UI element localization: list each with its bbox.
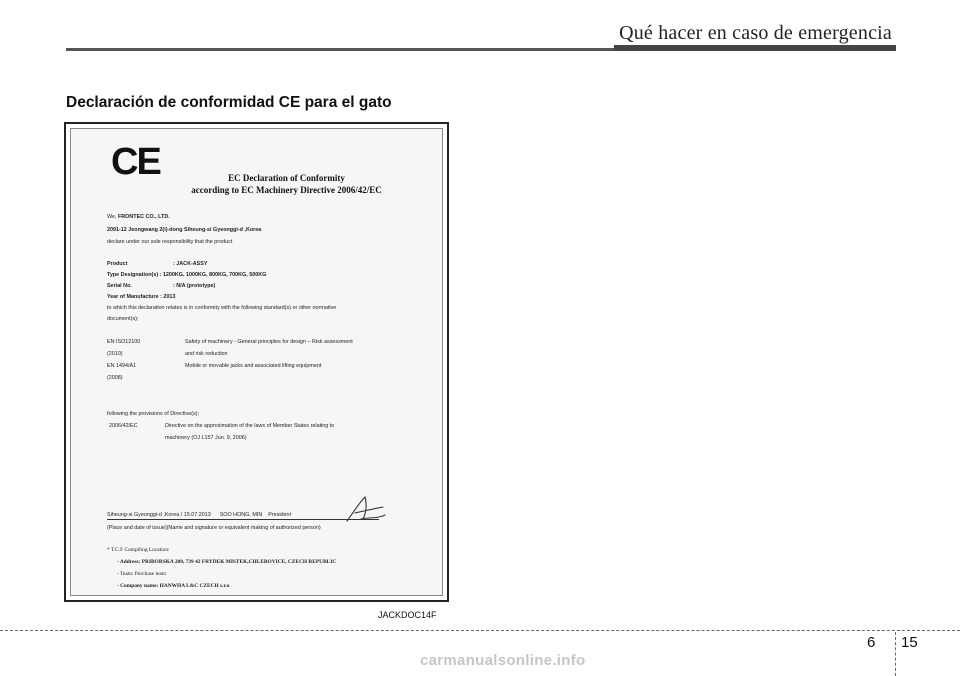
sign-place: Siheung-si Gyeonggi-d ,Korea / 15.07.2013	[107, 512, 211, 518]
declare-line: declare under our sole responsibility that the product	[107, 239, 233, 245]
directive-code: 2006/42/EC	[109, 423, 138, 429]
ce-mark: CE	[111, 141, 160, 183]
header-title: Qué hacer en caso de emergencia	[619, 22, 892, 44]
year-label: Year of Manufacture :	[107, 294, 162, 300]
standard-code: (2010)	[107, 351, 123, 357]
declaration-image	[64, 122, 449, 602]
declaration-title-line1: EC Declaration of Conformity	[228, 173, 345, 183]
declaration-title-line2: according to EC Machinery Directive 2006/42/EC	[191, 185, 382, 195]
directive-line1: Directive on the approximation of the laws of Member States relating to	[165, 423, 335, 429]
year-value: 2013	[163, 294, 176, 300]
manufacturer-line	[107, 214, 170, 221]
declaration-title	[71, 172, 442, 196]
standard-desc: and risk reduction	[185, 351, 228, 357]
serial-label: Serial No.	[107, 283, 132, 289]
tcf-title: * T.C.F Compiling Location:	[107, 547, 170, 553]
tcf-company: - Company name: HANWHA L&C CZECH s.r.o	[117, 583, 230, 589]
watermark: carmanualsonline.info	[420, 652, 586, 669]
sign-name: SOO HONG, MIN	[219, 512, 263, 518]
footer-rule	[0, 630, 960, 631]
product-value: : JACK-ASSY	[173, 261, 208, 267]
provisions-line: following the provisions of Directive(s);	[107, 411, 199, 417]
type-value: 1200KG, 1000KG, 800KG, 700KG, 500KG	[162, 272, 267, 278]
signature-details	[107, 512, 291, 519]
we-prefix: We,	[107, 214, 117, 220]
standard-desc: Safety of machinery - General principles for design – Risk assessment	[185, 339, 353, 345]
tcf-team: - Team: Purchase team	[117, 571, 167, 577]
year-line	[107, 294, 175, 301]
directive-line2: machinery (OJ L157 Jun. 9, 2006)	[165, 435, 247, 441]
conformity-line2: document(s);	[107, 316, 139, 322]
standard-desc: Mobile or movable jacks and associated lifting equipment	[185, 363, 322, 369]
serial-value: : N/A (prototype)	[173, 283, 216, 289]
tcf-address: - Address: PRIBORSKA 280, 739 42 FRYDEK MISTEK,CHLEBOVICE, CZECH REPUBLIC	[117, 559, 337, 565]
declaration-sheet	[70, 128, 443, 596]
signature-caption: (Place and date of issue)(Name and signature or equivalent making of authorized person)	[107, 525, 321, 531]
standard-code: (2008)	[107, 375, 123, 381]
standard-code: EN 1494/A1	[107, 363, 137, 369]
page-number: 15	[901, 634, 918, 651]
company-address: 2091-12 Jeongwang 2(i)-dong Siheung-si Gyeonggi-d ,Korea	[107, 227, 262, 233]
section-title: Declaración de conformidad CE para el gato	[66, 94, 392, 111]
standard-code: EN ISO12100	[107, 339, 141, 345]
chapter-number: 6	[867, 634, 876, 651]
type-line	[107, 272, 266, 279]
signature-mark	[343, 495, 387, 525]
image-caption: JACKDOC14F	[378, 610, 437, 620]
type-label: Type Designation(s) :	[107, 272, 162, 278]
header-rule-accent	[614, 45, 896, 51]
product-label: Product	[107, 261, 128, 267]
signature-line	[107, 519, 379, 520]
company-name: FRONTEC CO., LTD.	[118, 214, 170, 220]
footer-divider	[895, 632, 896, 676]
sign-title: President	[268, 512, 292, 518]
conformity-line1: to which this declaration relates is in conformity with the following standard(s) or other normative	[107, 305, 337, 311]
